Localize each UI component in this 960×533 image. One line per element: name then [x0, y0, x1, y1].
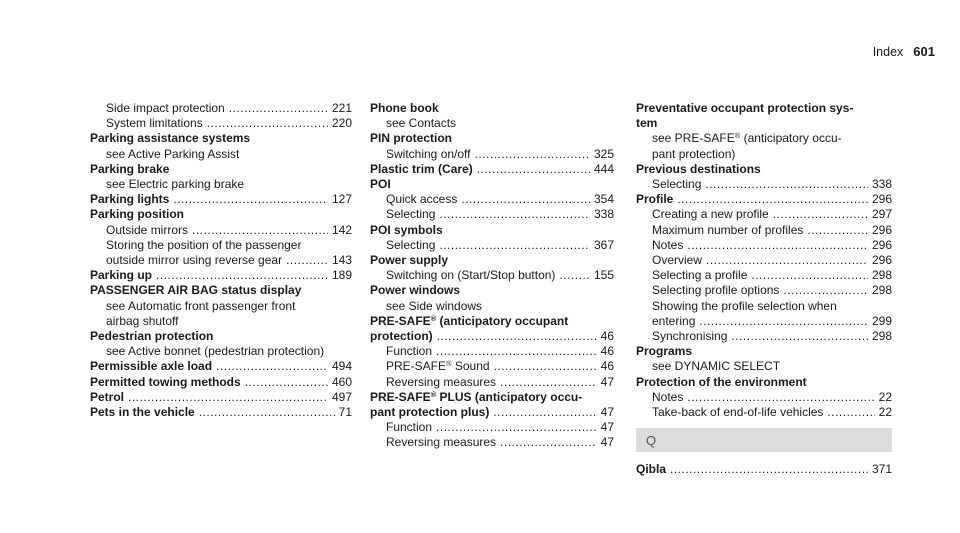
index-entry [370, 314, 614, 390]
index-entry: Parking position Outside mirrors ..... 142 Storing the position of the passenger outside mirror using reverse gear ..... 143 [90, 207, 352, 268]
index-subentry: Take-back of end-of-life vehicles ..... 22 [636, 405, 892, 420]
entry-heading: Phone book [370, 101, 439, 115]
see-reference: see DYNAMIC SELECT [652, 359, 781, 374]
index-subentry: Selecting ..... 338 [636, 177, 892, 192]
index-entry: Qibla ..... 371 [636, 462, 892, 477]
entry-heading: Programs [636, 344, 693, 359]
page-header [873, 44, 935, 59]
index-entry [90, 329, 352, 359]
registered-mark: ® [446, 359, 452, 369]
entry-heading: Preventative occupant protection sys- [636, 101, 854, 115]
index-entry [90, 131, 352, 161]
index-entry [636, 375, 892, 421]
index-entry [370, 253, 614, 283]
index-subentry: Synchronising ..... 298 [636, 329, 892, 344]
see-reference: airbag shutoff [106, 313, 179, 328]
entry-heading: Pedestrian protection [90, 329, 214, 344]
index-entry [636, 162, 892, 192]
index-entry [370, 390, 614, 451]
entry-heading: Protection of the environment [636, 374, 807, 389]
see-reference: see Automatic front passenger front [106, 298, 296, 313]
index-subentry: Reversing measures ..... 47 [370, 435, 614, 450]
index-subentry: Switching on (Start/Stop button) ..... 155 [370, 268, 614, 283]
index-entry [636, 101, 892, 162]
index-subentry: Creating a new profile ..... 297 [636, 207, 892, 222]
index-entry [90, 162, 352, 192]
index-entry: Profile ..... 296 Creating a new profile ..... 297 Maximum number of profiles ..... 296 Notes ..... 296 Overview ..... 296 Selecting a profile ..... 298 Selecting profile options ..... 298 Showing the profile selection when entering ..... 299 Synchronising ..... 298 [636, 192, 892, 344]
index-column-1 [90, 101, 352, 420]
entry-heading: Power windows [370, 283, 461, 298]
index-subentry: Selecting ..... 338 [370, 207, 614, 222]
index-subentry: outside mirror using reverse gear ..... 143 [90, 253, 352, 268]
see-reference: see PRE-SAFE® (anticipatory occu- [652, 131, 842, 146]
index-entry: Pets in the vehicle ..... 71 [90, 405, 352, 420]
index-entry [90, 283, 352, 329]
index-subentry: Side impact protection ..... 221 [90, 101, 352, 116]
index-letter: Q [646, 432, 657, 448]
index-entry [370, 223, 614, 253]
index-subentry: Maximum number of profiles ..... 296 [636, 223, 892, 238]
index-subentry: Selecting a profile ..... 298 [636, 268, 892, 283]
index-subentry: Selecting profile options ..... 298 [636, 283, 892, 298]
index-subentry: System limitations ..... 220 [90, 116, 352, 131]
index-subentry: PRE-SAFE® Sound ..... 46 [370, 359, 614, 374]
see-reference: see Active Parking Assist [106, 146, 240, 161]
entry-heading: Parking assistance systems [90, 131, 251, 146]
index-entry [370, 177, 614, 223]
entry-heading-cont: pant protection plus) ..... 47 [370, 405, 614, 420]
index-entry: Plastic trim (Care) ..... 444 [370, 162, 614, 177]
entry-heading: POI symbols [370, 222, 443, 237]
see-reference: pant protection) [652, 146, 736, 161]
index-entry: Permissible axle load ..... 494 [90, 359, 352, 374]
entry-heading: Previous destinations [636, 161, 761, 176]
index-subentry: Outside mirrors ..... 142 [90, 223, 352, 238]
index-subentry: Notes ..... 22 [636, 390, 892, 405]
entry-heading: Parking position [90, 207, 185, 222]
index-entry [370, 101, 614, 131]
registered-mark: ® [430, 313, 437, 323]
entry-heading-cont: protection) ..... 46 [370, 329, 614, 344]
entry-heading: Power supply [370, 253, 449, 268]
index-subentry: Overview ..... 296 [636, 253, 892, 268]
index-entry [370, 283, 614, 313]
entry-heading: POI [370, 177, 391, 192]
index-subentry: Notes ..... 296 [636, 238, 892, 253]
entry-heading: PRE-SAFE® (anticipatory occupant [370, 313, 569, 328]
index-entry: Petrol ..... 497 [90, 390, 352, 405]
index-letter-divider [636, 428, 892, 452]
entry-heading: Parking brake [90, 161, 170, 176]
index-entry: Parking lights ..... 127 [90, 192, 352, 207]
index-entry [636, 344, 892, 374]
registered-mark: ® [734, 131, 741, 141]
entry-heading: PIN protection [370, 131, 453, 146]
index-column-3 [636, 101, 892, 477]
see-reference: see Contacts [386, 116, 457, 131]
see-reference: see Side windows [386, 298, 483, 313]
index-subentry: Selecting ..... 367 [370, 238, 614, 253]
index-entry [370, 131, 614, 161]
index-subentry: Reversing measures ..... 47 [370, 375, 614, 390]
entry-heading: PRE-SAFE® PLUS (anticipatory occu- [370, 389, 583, 404]
index-subentry: Quick access ..... 354 [370, 192, 614, 207]
index-subentry: entering ..... 299 [636, 314, 892, 329]
see-reference: see Electric parking brake [106, 177, 245, 192]
page-number: 601 [913, 44, 935, 59]
section-title: Index [872, 45, 904, 59]
index-entry: Parking up ..... 189 [90, 268, 352, 283]
index-subentry: Function ..... 46 [370, 344, 614, 359]
entry-heading: PASSENGER AIR BAG status display [90, 283, 302, 298]
index-column-2 [370, 101, 614, 451]
registered-mark: ® [430, 389, 437, 399]
entry-heading-cont: tem [636, 116, 658, 131]
index-subentry: Switching on/off ..... 325 [370, 147, 614, 162]
index-subentry: Function ..... 47 [370, 420, 614, 435]
see-reference: see Active bonnet (pedestrian protection) [106, 344, 325, 359]
index-entry: Permitted towing methods ..... 460 [90, 375, 352, 390]
